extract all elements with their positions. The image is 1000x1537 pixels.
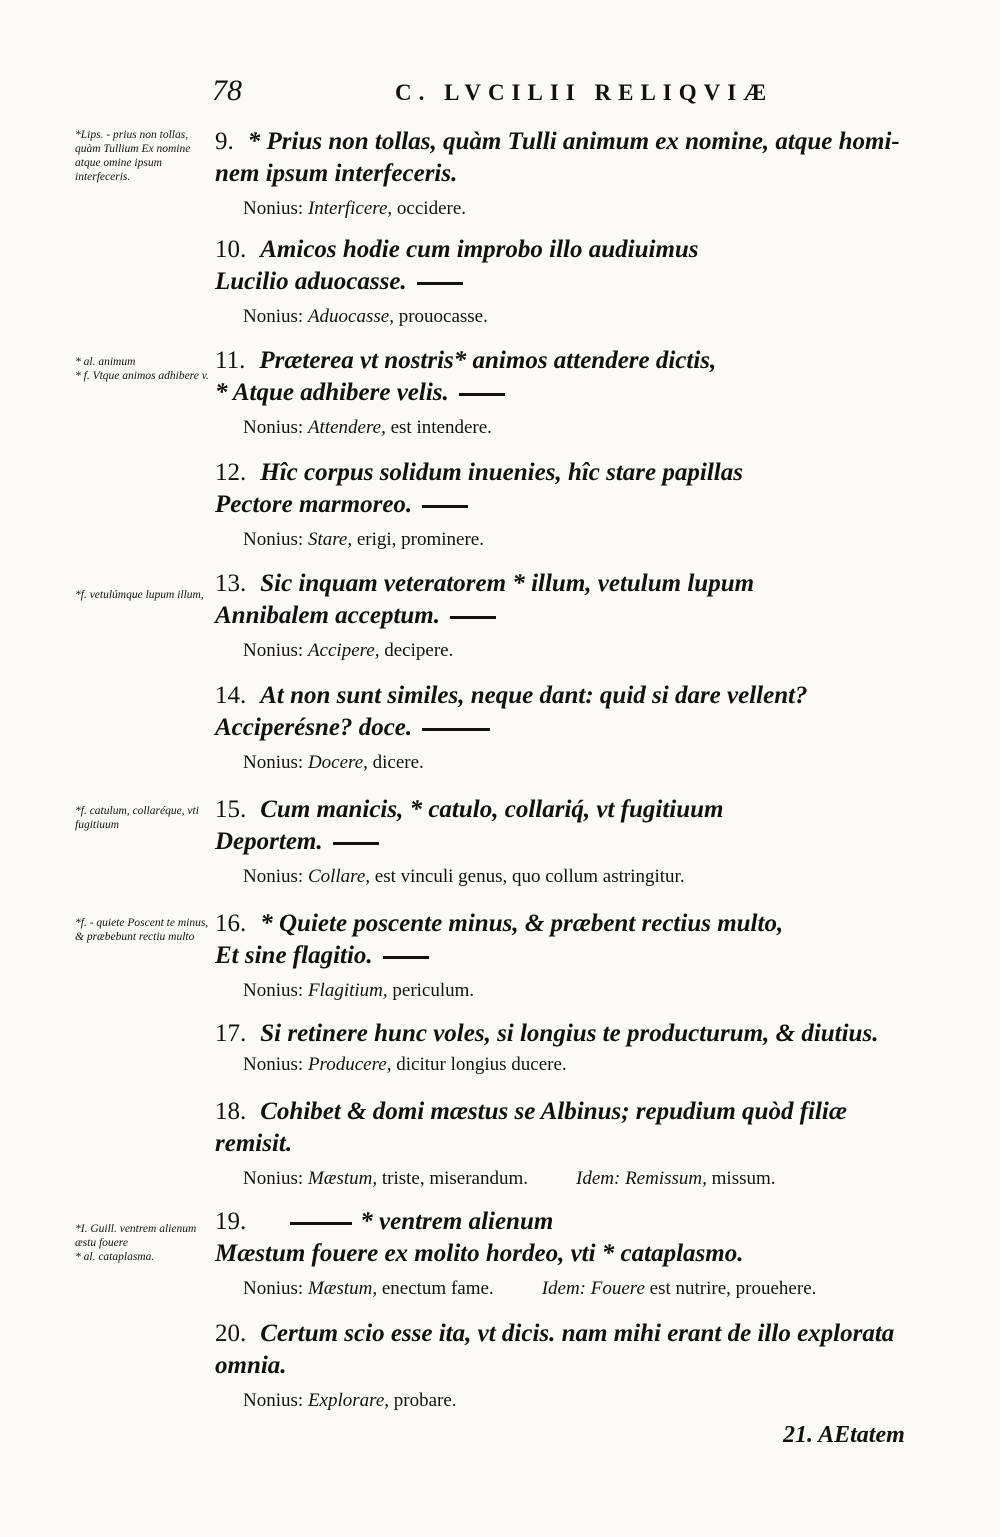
fragment-number: 15. <box>215 796 247 823</box>
margin-note: *I. Guill. ventrem alienum æstu fouere * al. cataplasma. <box>75 1223 197 1263</box>
verse-line: Acciperésne? doce. <box>215 712 955 744</box>
dash-rule <box>422 505 468 508</box>
verse-line: 19. * ventrem alienum <box>215 1206 955 1238</box>
fragment-9 <box>215 126 955 222</box>
fragment-15 <box>215 794 955 890</box>
fragment-12 <box>215 457 955 553</box>
fragment-18 <box>215 1096 955 1192</box>
verse-line: 11. Præterea vt nostris* animos attendere dictis, <box>215 345 955 377</box>
fragment-10 <box>215 234 955 330</box>
verse-line: Mæstum fouere ex molito hordeo, vti * cataplasmo. <box>215 1240 744 1267</box>
verse-line: 16. * Quiete poscente minus, & præbent rectius multo, <box>215 908 955 940</box>
dash-rule <box>333 842 379 845</box>
dash-rule <box>459 393 505 396</box>
verse-line: Deportem. <box>215 826 955 858</box>
page-number: 78 <box>212 74 242 107</box>
fragment-16 <box>215 908 955 1004</box>
verse-line: 17. Si retinere hunc voles, si longius te producturum, & diutius. <box>215 1018 955 1050</box>
margin-note: *f. - quiete Poscent te minus, & præbebunt rectiu multo <box>75 917 209 943</box>
verse-line: * Atque adhibere velis. <box>215 377 955 409</box>
nonius-gloss: Nonius: Mæstum, enectum fame. Idem: Fouere est nutrire, prouehere. <box>243 1278 817 1299</box>
fragment-13 <box>215 568 955 664</box>
verse-line: 18. Cohibet & domi mæstus se Albinus; repudium quòd filiæ <box>215 1096 955 1128</box>
fragment-17 <box>215 1018 955 1078</box>
nonius-gloss: Nonius: Interficere, occidere. <box>243 198 467 219</box>
verse-line: 10. Amicos hodie cum improbo illo audiuimus <box>215 234 955 266</box>
fragment-number: 14. <box>215 682 247 709</box>
verse-line: 9. * Prius non tollas, quàm Tulli animum ex nomine, atque homi- <box>215 126 955 158</box>
catchword: 21. AEtatem <box>783 1422 905 1448</box>
dash-rule <box>383 956 429 959</box>
fragment-14 <box>215 680 955 776</box>
nonius-gloss: Nonius: Collare, est vinculi genus, quo collum astringitur. <box>243 866 685 887</box>
margin-note: *Lips. - prius non tollas, quàm Tullium Ex nomine atque omine ipsum interfeceris. <box>75 129 191 183</box>
margin-note: *f. catulum, collaréque, vti fugitiuum <box>75 805 199 831</box>
fragment-19 <box>215 1206 955 1302</box>
verse-line: Et sine flagitio. <box>215 940 955 972</box>
nonius-gloss: Nonius: Attendere, est intendere. <box>243 417 492 438</box>
verse-line: 12. Hîc corpus solidum inuenies, hîc stare papillas <box>215 457 955 489</box>
verse-line: 13. Sic inquam veteratorem * illum, vetulum lupum <box>215 568 955 600</box>
fragment-number: 17. <box>215 1020 247 1047</box>
verse-line: 20. Certum scio esse ita, vt dicis. nam mihi erant de illo explorata <box>215 1318 955 1350</box>
fragment-11 <box>215 345 955 441</box>
verse-line: nem ipsum interfeceris. <box>215 160 458 187</box>
nonius-gloss: Nonius: Stare, erigi, prominere. <box>243 529 484 550</box>
dash-rule <box>422 728 490 731</box>
verse-line: Pectore marmoreo. <box>215 489 955 521</box>
fragment-number: 11. <box>215 347 246 374</box>
fragment-number: 19. <box>215 1208 247 1235</box>
nonius-gloss: Nonius: Aduocasse, prouocasse. <box>243 306 488 327</box>
verse-line: Lucilio aduocasse. <box>215 266 955 298</box>
margin-note: *f. vetulúmque lupum illum, <box>75 589 204 601</box>
nonius-gloss: Nonius: Accipere, decipere. <box>243 640 454 661</box>
nonius-gloss: Nonius: Explorare, probare. <box>243 1390 457 1411</box>
running-title: C. LVCILII RELIQVIÆ <box>395 80 774 105</box>
fragment-number: 9. <box>215 128 234 155</box>
fragment-number: 12. <box>215 459 247 486</box>
nonius-gloss: Nonius: Producere, dicitur longius ducere. <box>243 1054 567 1075</box>
page-header <box>0 74 1000 114</box>
fragment-number: 13. <box>215 570 247 597</box>
fragment-number: 16. <box>215 910 247 937</box>
margin-note: * al. animum * f. Vtque animos adhibere v. <box>75 356 209 382</box>
nonius-gloss: Nonius: Flagitium, periculum. <box>243 980 475 1001</box>
dash-rule <box>290 1222 352 1225</box>
fragment-20 <box>215 1318 955 1414</box>
fragment-number: 10. <box>215 236 247 263</box>
dash-rule <box>450 616 496 619</box>
verse-line: omnia. <box>215 1352 287 1379</box>
dash-rule <box>417 282 463 285</box>
nonius-gloss: Nonius: Docere, dicere. <box>243 752 424 773</box>
verse-line: 15. Cum manicis, * catulo, collariq́, vt fugitiuum <box>215 794 955 826</box>
verse-line: remisit. <box>215 1130 293 1157</box>
nonius-gloss: Nonius: Mæstum, triste, miserandum. Idem: Remissum, missum. <box>243 1168 776 1189</box>
verse-line: Annibalem acceptum. <box>215 600 955 632</box>
verse-line: 14. At non sunt similes, neque dant: quid si dare vellent? <box>215 680 955 712</box>
fragment-number: 20. <box>215 1320 247 1347</box>
fragment-number: 18. <box>215 1098 247 1125</box>
